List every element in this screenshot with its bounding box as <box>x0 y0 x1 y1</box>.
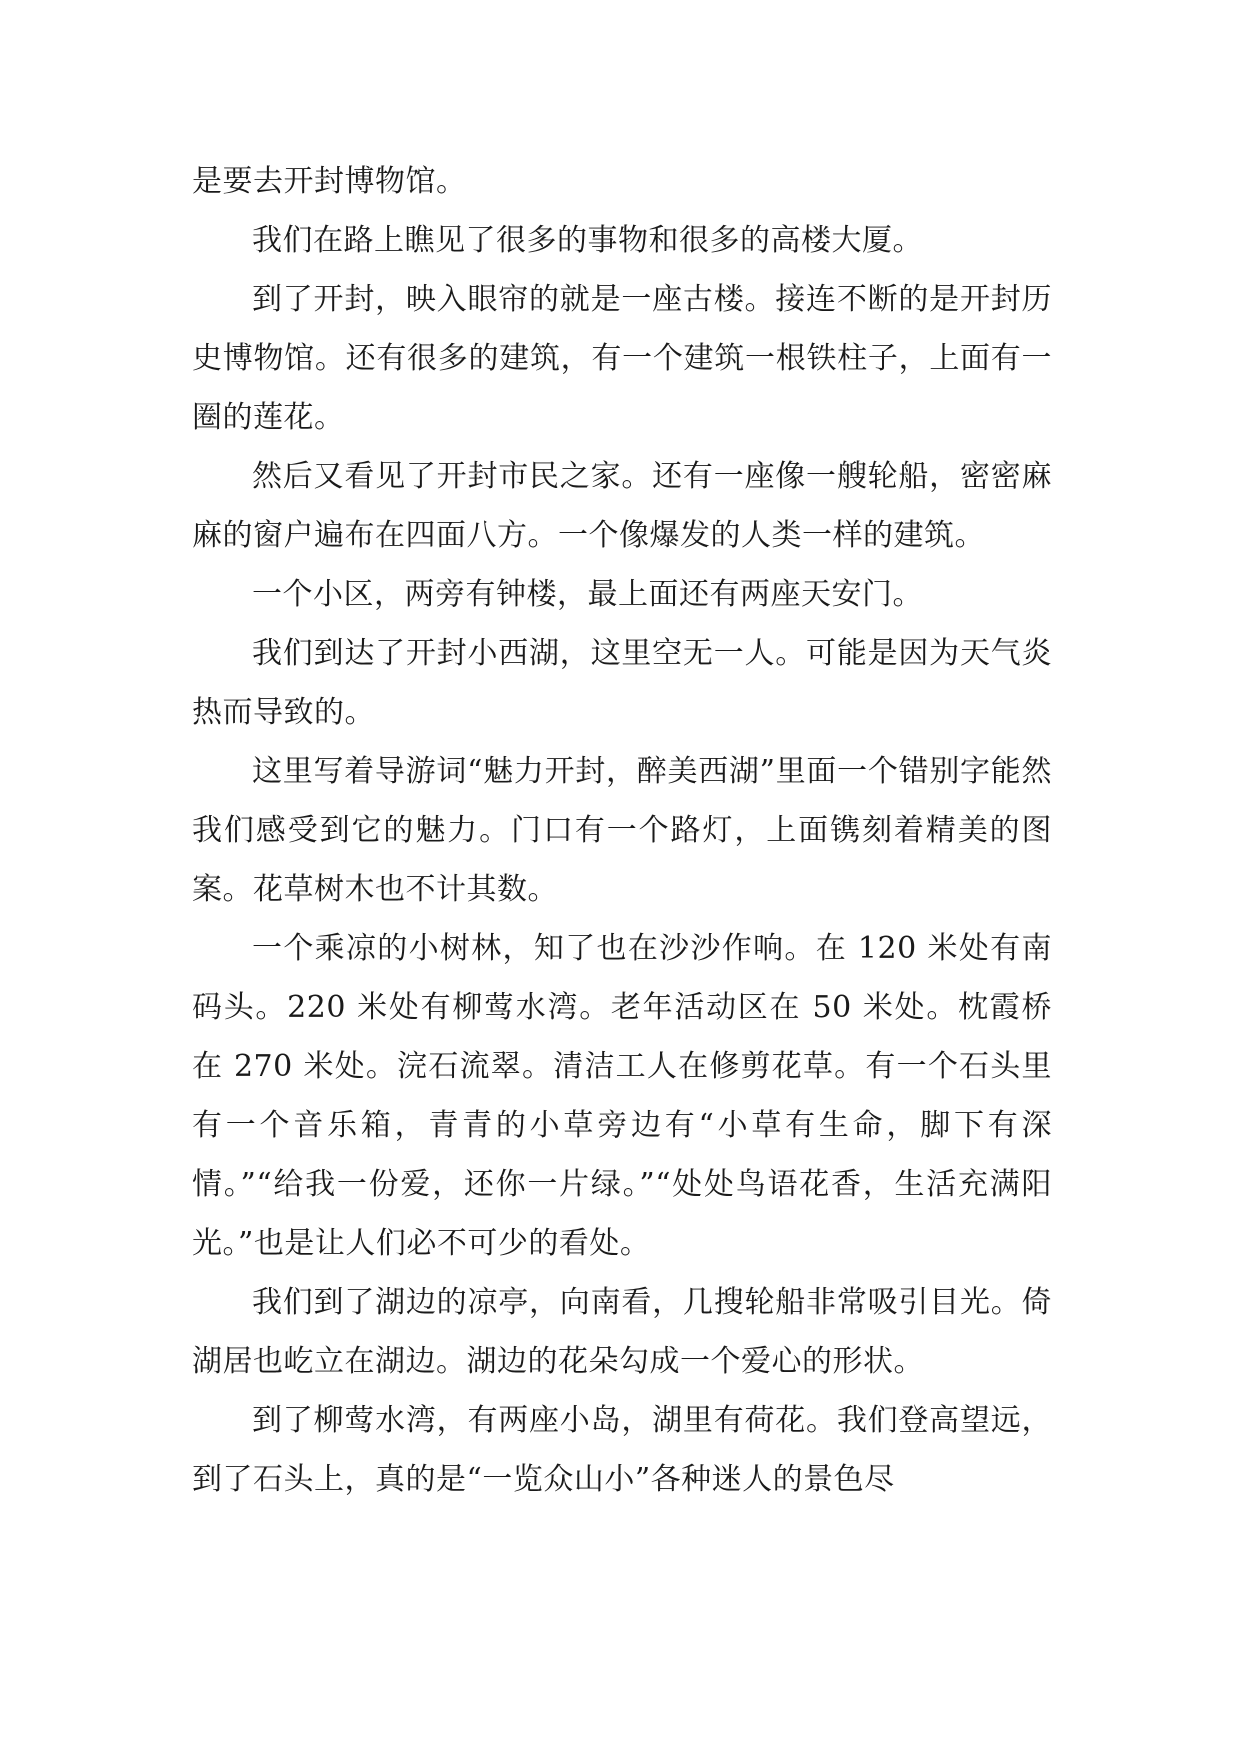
paragraph-6: 我们到达了开封小西湖，这里空无一人。可能是因为天气炎热而导致的。 <box>192 636 1052 730</box>
paragraph-3: 到了开封，映入眼帘的就是一座古楼。接连不断的是开封历史博物馆。还有很多的建筑，有一个建筑一根铁柱子，上面有一圈的莲花。 <box>192 282 1052 435</box>
paragraph-9: 我们到了湖边的凉亭，向南看，几搜轮船非常吸引目光。倚湖居也屹立在湖边。湖边的花朵勾成一个爱心的形状。 <box>192 1285 1052 1379</box>
paragraph-8: 一个乘凉的小树林，知了也在沙沙作响。在 120 米处有南码头。220 米处有柳莺水湾。老年活动区在 50 米处。枕霞桥在 270 米处。浣石流翠。清洁工人在修剪花草。有一个石头里有一个音乐箱，青青的小草旁边有“小草有生命，脚下有深情。”“给我一份爱，还你一片绿。”“处处鸟语花香，生活充满阳光。”也是让人们必不可少的看处。 <box>192 931 1052 1261</box>
paragraph-2: 我们在路上瞧见了很多的事物和很多的高楼大厦。 <box>252 223 923 258</box>
paragraph-1: 是要去开封博物馆。 <box>192 164 467 199</box>
paragraph-5: 一个小区，两旁有钟楼，最上面还有两座天安门。 <box>252 577 923 612</box>
paragraph-10: 到了柳莺水湾，有两座小岛，湖里有荷花。我们登高望远，到了石头上，真的是“一览众山小”各种迷人的景色尽 <box>192 1403 1052 1497</box>
paragraph-7: 这里写着导游词“魅力开封，醉美西湖”里面一个错别字能然我们感受到它的魅力。门口有一个路灯，上面镌刻着精美的图案。花草树木也不计其数。 <box>192 754 1052 907</box>
paragraph-4: 然后又看见了开封市民之家。还有一座像一艘轮船，密密麻麻的窗户遍布在四面八方。一个像爆发的人类一样的建筑。 <box>192 459 1052 553</box>
document-body <box>192 152 1052 1509</box>
